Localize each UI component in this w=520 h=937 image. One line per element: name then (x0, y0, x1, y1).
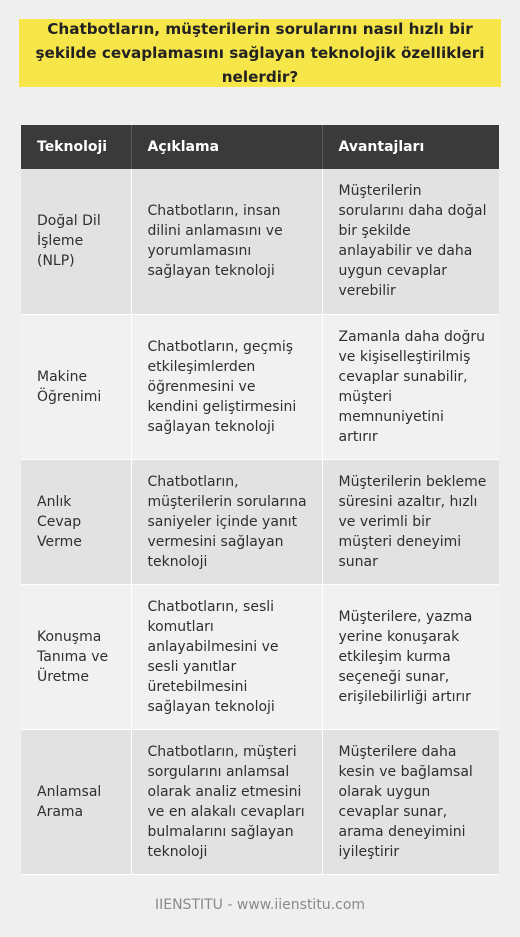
footer-credit: IIENSTITU - www.iienstitu.com (154, 897, 366, 913)
header-technology: Teknoloji (21, 125, 131, 169)
header-description: Açıklama (131, 125, 322, 169)
technology-table (21, 125, 499, 875)
cell-technology: Anlamsal Arama (21, 729, 131, 874)
cell-description: Chatbotların, müşteri sorgularını anlamsal olarak analiz etmesini ve en alakalı cevapları bulmalarını sağlayan teknoloji (131, 729, 322, 874)
cell-description: Chatbotların, insan dilini anlamasını ve yorumlamasını sağlayan teknoloji (131, 169, 322, 314)
table-row (21, 169, 499, 314)
table-row (21, 584, 499, 729)
title-banner (19, 19, 501, 87)
cell-description: Chatbotların, müşterilerin sorularına saniyeler içinde yanıt vermesini sağlayan teknoloji (131, 459, 322, 584)
cell-advantages: Müşterilerin bekleme süresini azaltır, hızlı ve verimli bir müşteri deneyimi sunar (322, 459, 499, 584)
cell-technology: Makine Öğrenimi (21, 314, 131, 459)
cell-description: Chatbotların, geçmiş etkileşimlerden öğrenmesini ve kendini geliştirmesini sağlayan teknoloji (131, 314, 322, 459)
header-advantages: Avantajları (322, 125, 499, 169)
table-row (21, 729, 499, 874)
table-header-row (21, 125, 499, 169)
cell-description: Chatbotların, sesli komutları anlayabilmesini ve sesli yanıtlar üretebilmesini sağlayan teknoloji (131, 584, 322, 729)
page-title: Chatbotların, müşterilerin sorularını nasıl hızlı bir şekilde cevaplamasını sağlayan teknolojik özellikleri nelerdir? (35, 20, 485, 86)
cell-technology: Anlık Cevap Verme (21, 459, 131, 584)
cell-advantages: Müşterilere, yazma yerine konuşarak etkileşim kurma seçeneği sunar, erişilebilirliği artırır (322, 584, 499, 729)
cell-advantages: Müşterilerin sorularını daha doğal bir şekilde anlayabilir ve daha uygun cevaplar verebilir (322, 169, 499, 314)
cell-technology: Doğal Dil İşleme (NLP) (21, 169, 131, 314)
cell-technology: Konuşma Tanıma ve Üretme (21, 584, 131, 729)
cell-advantages: Müşterilere daha kesin ve bağlamsal olarak uygun cevaplar sunar, arama deneyimini iyileştirir (322, 729, 499, 874)
table-row (21, 459, 499, 584)
table-row (21, 314, 499, 459)
cell-advantages: Zamanla daha doğru ve kişiselleştirilmiş cevaplar sunabilir, müşteri memnuniyetini artırır (322, 314, 499, 459)
